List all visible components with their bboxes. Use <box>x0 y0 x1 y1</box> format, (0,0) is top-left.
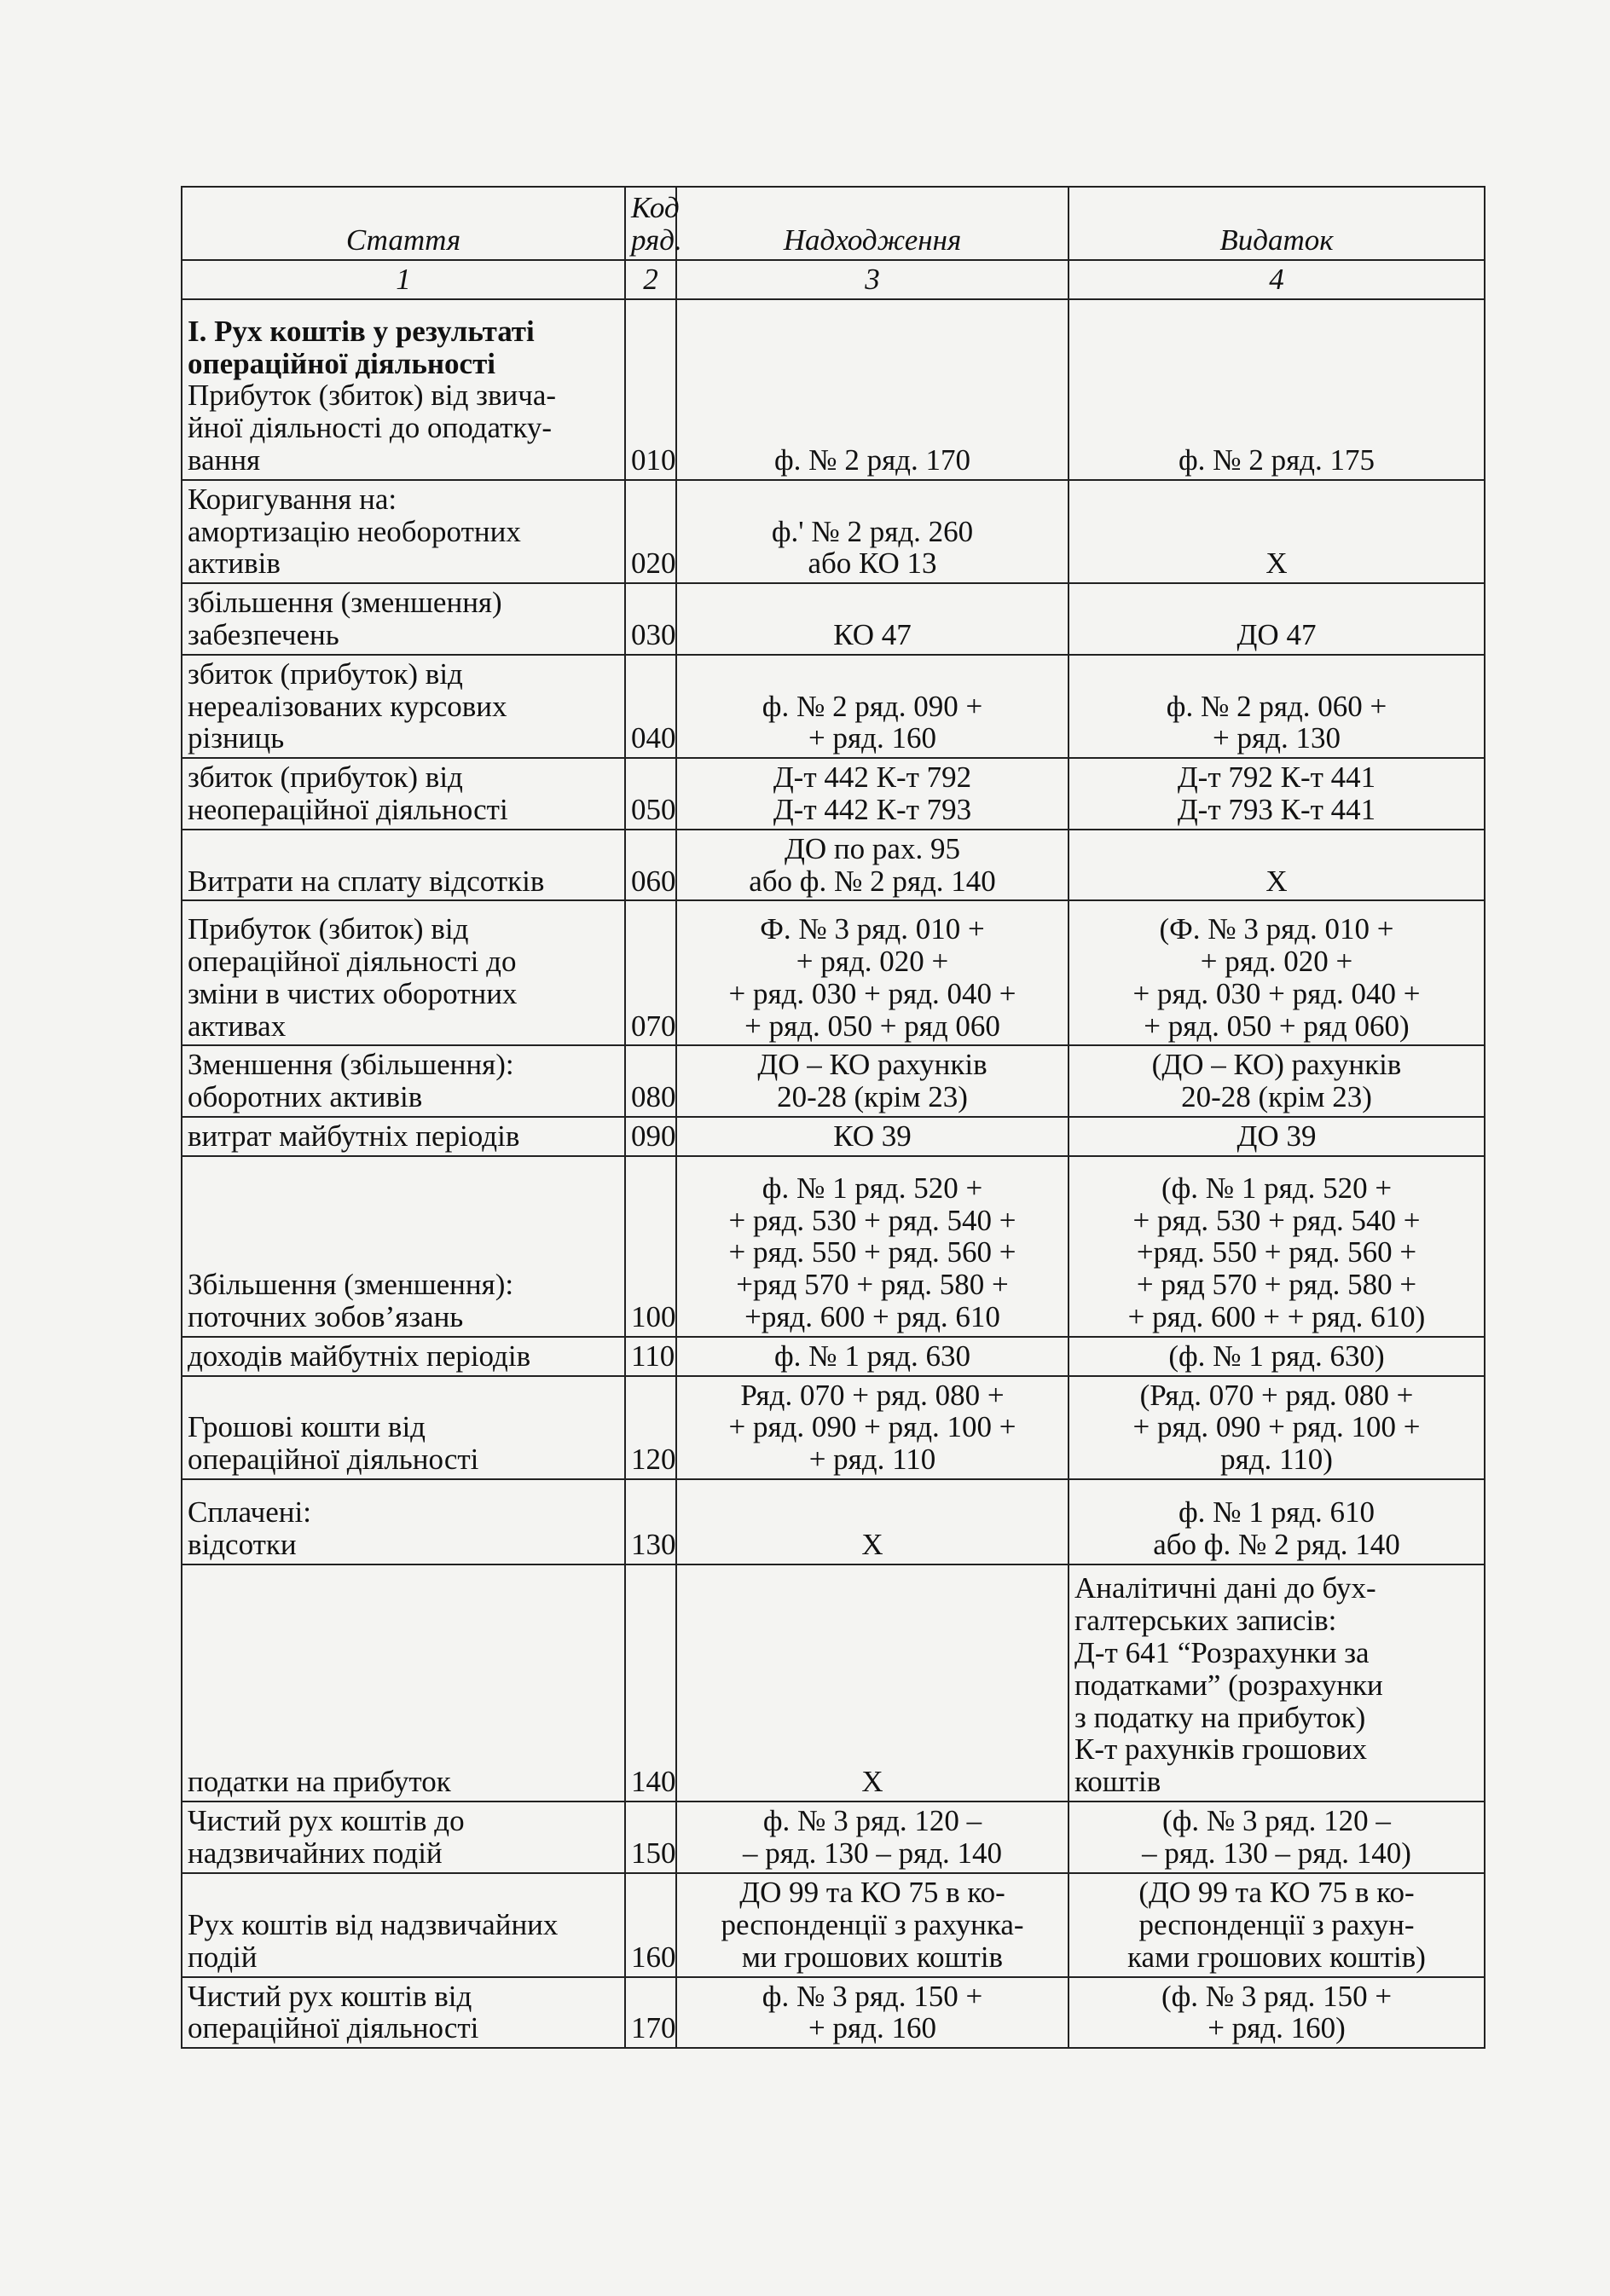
article-line: витрат майбутніх періодів <box>188 1119 520 1153</box>
table-row <box>182 1376 1485 1479</box>
row-code: 060 <box>625 830 676 901</box>
expense-line: (Ряд. 070 + ряд. 080 + <box>1139 1378 1414 1412</box>
table-row <box>182 480 1485 583</box>
income-cell <box>676 1337 1069 1376</box>
article-cell <box>182 1802 625 1873</box>
row-code: 080 <box>625 1045 676 1117</box>
row-code: 100 <box>625 1156 676 1337</box>
expense-line: Аналітичні дані до бух- <box>1074 1571 1376 1605</box>
table-row <box>182 1117 1485 1156</box>
income-line: + ряд. 530 + ряд. 540 + <box>728 1203 1016 1237</box>
expense-line: або ф. № 2 ряд. 140 <box>1153 1528 1400 1562</box>
table-row <box>182 1479 1485 1564</box>
header-income: Надходження <box>676 187 1069 260</box>
row-code: 050 <box>625 758 676 830</box>
column-number: 2 <box>625 260 676 299</box>
column-number: 3 <box>676 260 1069 299</box>
article-line: зміни в чистих оборотних <box>188 976 518 1010</box>
income-cell <box>676 1156 1069 1337</box>
expense-cell <box>1069 900 1485 1045</box>
expense-line: (ф. № 1 ряд. 520 + <box>1161 1171 1393 1205</box>
article-line: подій <box>188 1940 258 1974</box>
expense-line: (ДО – КО) рахунків <box>1151 1048 1402 1082</box>
expense-line: X <box>1265 547 1288 581</box>
income-line: + ряд. 110 <box>808 1443 936 1477</box>
article-cell <box>182 1045 625 1117</box>
expense-cell <box>1069 1156 1485 1337</box>
row-code: 120 <box>625 1376 676 1479</box>
expense-line: +ряд. 550 + ряд. 560 + <box>1136 1235 1417 1269</box>
expense-line: X <box>1265 864 1288 898</box>
article-cell <box>182 1156 625 1337</box>
article-line: активах <box>188 1009 287 1043</box>
article-cell <box>182 1376 625 1479</box>
expense-cell <box>1069 1376 1485 1479</box>
header-article: Стаття <box>182 187 625 260</box>
income-line: + ряд. 160 <box>808 2011 936 2045</box>
expense-line: податками” (розрахунки <box>1074 1668 1383 1702</box>
table-row <box>182 1564 1485 1802</box>
income-cell <box>676 1376 1069 1479</box>
table-row <box>182 583 1485 655</box>
article-cell <box>182 900 625 1045</box>
income-line: +ряд 570 + ряд. 580 + <box>736 1268 1009 1302</box>
expense-cell <box>1069 655 1485 758</box>
income-line: КО 39 <box>833 1119 912 1153</box>
header-expense: Видаток <box>1069 187 1485 260</box>
article-cell <box>182 1479 625 1564</box>
article-line: Витрати на сплату відсотків <box>188 864 545 898</box>
income-line: ф. № 3 ряд. 120 – <box>762 1803 982 1837</box>
expense-line: Д-т 641 “Розрахунки за <box>1074 1635 1370 1669</box>
expense-line: К-т рахунків грошових <box>1074 1732 1368 1767</box>
income-line: Ф. № 3 ряд. 010 + <box>760 912 985 946</box>
header-row <box>182 187 1485 260</box>
expense-line: – ряд. 130 – ряд. 140) <box>1142 1836 1411 1870</box>
column-number-row <box>182 260 1485 299</box>
expense-line: з податку на прибуток) <box>1074 1700 1366 1734</box>
income-cell <box>676 1977 1069 2049</box>
expense-line: ряд. 110) <box>1220 1443 1333 1477</box>
article-line: йної діяльності до оподатку- <box>188 411 553 445</box>
income-line: Д-т 442 К-т 792 <box>773 761 972 795</box>
article-line: поточних зобов’язань <box>188 1299 464 1333</box>
expense-cell <box>1069 830 1485 901</box>
expense-line: + ряд. 160) <box>1208 2011 1346 2045</box>
article-line: Чистий рух коштів від <box>188 1979 472 2013</box>
column-number: 4 <box>1069 260 1485 299</box>
expense-cell <box>1069 1045 1485 1117</box>
income-line: ф. № 2 ряд. 090 + <box>762 689 983 723</box>
table-row <box>182 1802 1485 1873</box>
expense-line: + ряд. 020 + <box>1200 944 1353 978</box>
row-code: 010 <box>625 299 676 480</box>
expense-line: + ряд. 130 <box>1213 721 1341 755</box>
expense-line: + ряд. 050 + ряд 060) <box>1144 1009 1410 1043</box>
table-row <box>182 758 1485 830</box>
article-line: Збільшення (зменшення): <box>188 1268 514 1302</box>
table-row <box>182 1337 1485 1376</box>
expense-line: 20-28 (крім 23) <box>1181 1080 1372 1114</box>
column-number: 1 <box>182 260 625 299</box>
article-line: вання <box>188 443 261 477</box>
income-cell <box>676 583 1069 655</box>
expense-line: + ряд 570 + ряд. 580 + <box>1136 1268 1417 1302</box>
article-cell <box>182 583 625 655</box>
income-line: + ряд. 550 + ряд. 560 + <box>728 1235 1016 1269</box>
table-row <box>182 830 1485 901</box>
article-line: збиток (прибуток) від <box>188 656 463 691</box>
expense-line: ДО 47 <box>1236 617 1317 651</box>
income-cell <box>676 830 1069 901</box>
header-code <box>625 187 682 260</box>
article-line: операційної діяльності <box>188 2011 479 2045</box>
article-cell <box>182 655 625 758</box>
expense-line: ф. № 1 ряд. 610 <box>1179 1495 1375 1530</box>
income-line: респонденції з рахунка- <box>721 1907 1024 1941</box>
article-line: Зменшення (збільшення): <box>188 1048 514 1082</box>
article-line: Чистий рух коштів до <box>188 1803 465 1837</box>
article-line: Сплачені: <box>188 1495 311 1530</box>
table-row <box>182 655 1485 758</box>
expense-line: галтерських записів: <box>1074 1604 1337 1638</box>
table-row <box>182 1156 1485 1337</box>
article-line: збиток (прибуток) від <box>188 761 463 795</box>
row-code: 140 <box>625 1564 676 1802</box>
article-cell <box>182 1117 625 1156</box>
income-cell <box>676 900 1069 1045</box>
income-line: + ряд. 020 + <box>796 944 949 978</box>
row-code: 090 <box>625 1117 676 1156</box>
article-line: амортизацію необоротних <box>188 514 521 548</box>
article-cell <box>182 1564 625 1802</box>
header-code-top: Код <box>631 191 680 225</box>
income-line: ДО 99 та КО 75 в ко- <box>739 1876 1005 1910</box>
income-cell <box>676 480 1069 583</box>
expense-line: + ряд. 530 + ряд. 540 + <box>1132 1203 1421 1237</box>
row-code: 110 <box>625 1337 676 1376</box>
article-cell <box>182 299 625 480</box>
expense-cell <box>1069 1873 1485 1977</box>
table-row <box>182 1045 1485 1117</box>
income-line: ф. № 1 ряд. 630 <box>774 1339 970 1373</box>
income-line: ДО по рах. 95 <box>785 831 960 865</box>
income-line: – ряд. 130 – ряд. 140 <box>742 1836 1003 1870</box>
income-cell <box>676 1117 1069 1156</box>
expense-line: + ряд. 090 + ряд. 100 + <box>1132 1410 1421 1444</box>
row-code: 130 <box>625 1479 676 1564</box>
section-title: операційної діяльності <box>188 346 495 380</box>
article-line: Рух коштів від надзвичайних <box>188 1907 559 1941</box>
expense-line: (ДО 99 та КО 75 в ко- <box>1138 1876 1415 1910</box>
row-code: 020 <box>625 480 676 583</box>
expense-line: (ф. № 3 ряд. 120 – <box>1162 1803 1391 1837</box>
table-row <box>182 1977 1485 2049</box>
expense-cell <box>1069 758 1485 830</box>
row-code: 170 <box>625 1977 676 2049</box>
expense-line: ф. № 2 ряд. 060 + <box>1166 689 1387 723</box>
income-line: або КО 13 <box>808 547 937 581</box>
income-cell <box>676 655 1069 758</box>
income-line: + ряд. 030 + ряд. 040 + <box>728 976 1016 1010</box>
income-line: ми грошових коштів <box>741 1940 1004 1974</box>
income-line: + ряд. 050 + ряд 060 <box>744 1009 1000 1043</box>
section-title: І. Рух коштів у результаті <box>188 314 535 348</box>
article-line: Коригування на: <box>188 482 397 516</box>
income-cell <box>676 1479 1069 1564</box>
article-line: Грошові кошти від <box>188 1410 426 1444</box>
expense-cell <box>1069 480 1485 583</box>
article-line: Прибуток (збиток) від <box>188 912 469 946</box>
expense-cell <box>1069 1977 1485 2049</box>
income-line: або ф. № 2 ряд. 140 <box>749 864 996 898</box>
income-line: ф. № 1 ряд. 520 + <box>762 1171 983 1205</box>
row-code: 070 <box>625 900 676 1045</box>
income-line: +ряд. 600 + ряд. 610 <box>744 1299 1000 1333</box>
income-line: 20-28 (крім 23) <box>777 1080 968 1114</box>
article-cell <box>182 480 625 583</box>
expense-line: + ряд. 600 + + ряд. 610) <box>1127 1299 1426 1333</box>
expense-line: + ряд. 030 + ряд. 040 + <box>1132 976 1421 1010</box>
expense-line: (ф. № 1 ряд. 630) <box>1168 1339 1385 1373</box>
income-cell <box>676 1873 1069 1977</box>
expense-cell <box>1069 1337 1485 1376</box>
table-row <box>182 1873 1485 1977</box>
income-line: ф. № 2 ряд. 170 <box>774 443 970 477</box>
article-cell <box>182 1337 625 1376</box>
income-cell <box>676 1564 1069 1802</box>
expense-line: Д-т 793 К-т 441 <box>1177 792 1376 826</box>
income-line: КО 47 <box>833 617 912 651</box>
article-cell <box>182 830 625 901</box>
article-line: надзвичайних подій <box>188 1836 443 1870</box>
expense-line: (Ф. № 3 ряд. 010 + <box>1159 912 1394 946</box>
income-line: X <box>861 1528 883 1562</box>
income-cell <box>676 1802 1069 1873</box>
expense-cell <box>1069 1479 1485 1564</box>
article-line: нереалізованих курсових <box>188 689 507 723</box>
article-line: операційної діяльності <box>188 1443 479 1477</box>
expense-line: ками грошових коштів) <box>1127 1940 1426 1974</box>
income-line: Д-т 442 К-т 793 <box>773 792 972 826</box>
article-line: активів <box>188 547 281 581</box>
row-code: 150 <box>625 1802 676 1873</box>
expense-cell <box>1069 1564 1485 1802</box>
cash-flow-table <box>181 186 1485 2049</box>
income-line: ф. № 3 ряд. 150 + <box>762 1979 983 2013</box>
income-cell <box>676 1045 1069 1117</box>
article-line: податки на прибуток <box>188 1765 451 1799</box>
income-line: ф.' № 2 ряд. 260 <box>771 514 974 548</box>
income-line: Ряд. 070 + ряд. 080 + <box>740 1378 1005 1412</box>
table-row <box>182 900 1485 1045</box>
income-line: X <box>861 1765 883 1799</box>
header-code-bottom: ряд. <box>631 223 682 257</box>
expense-line: (ф. № 3 ряд. 150 + <box>1161 1979 1393 2013</box>
income-line: + ряд. 090 + ряд. 100 + <box>728 1410 1016 1444</box>
expense-cell <box>1069 299 1485 480</box>
article-line: неопераційної діяльності <box>188 792 508 826</box>
article-line: відсотки <box>188 1528 297 1562</box>
article-line: Прибуток (збиток) від звича- <box>188 379 557 413</box>
article-cell <box>182 1873 625 1977</box>
income-cell <box>676 758 1069 830</box>
article-cell <box>182 1977 625 2049</box>
expense-cell <box>1069 1117 1485 1156</box>
expense-line: респонденції з рахун- <box>1138 1907 1415 1941</box>
expense-cell <box>1069 583 1485 655</box>
article-line: різниць <box>188 721 285 755</box>
article-line: забезпечень <box>188 617 339 651</box>
table-body <box>182 299 1485 2048</box>
article-line: збільшення (зменшення) <box>188 586 502 620</box>
article-line: доходів майбутніх періодів <box>188 1339 531 1373</box>
row-code: 160 <box>625 1873 676 1977</box>
article-line: оборотних активів <box>188 1080 423 1114</box>
table-row <box>182 299 1485 480</box>
expense-line: ф. № 2 ряд. 175 <box>1179 443 1375 477</box>
income-cell <box>676 299 1069 480</box>
article-cell <box>182 758 625 830</box>
row-code: 040 <box>625 655 676 758</box>
expense-line: Д-т 792 К-т 441 <box>1177 761 1376 795</box>
income-line: + ряд. 160 <box>808 721 936 755</box>
expense-cell <box>1069 1802 1485 1873</box>
expense-line: коштів <box>1074 1765 1161 1799</box>
row-code: 030 <box>625 583 676 655</box>
article-line: операційної діяльності до <box>188 944 517 978</box>
income-line: ДО – КО рахунків <box>757 1048 987 1082</box>
expense-line: ДО 39 <box>1236 1119 1317 1153</box>
